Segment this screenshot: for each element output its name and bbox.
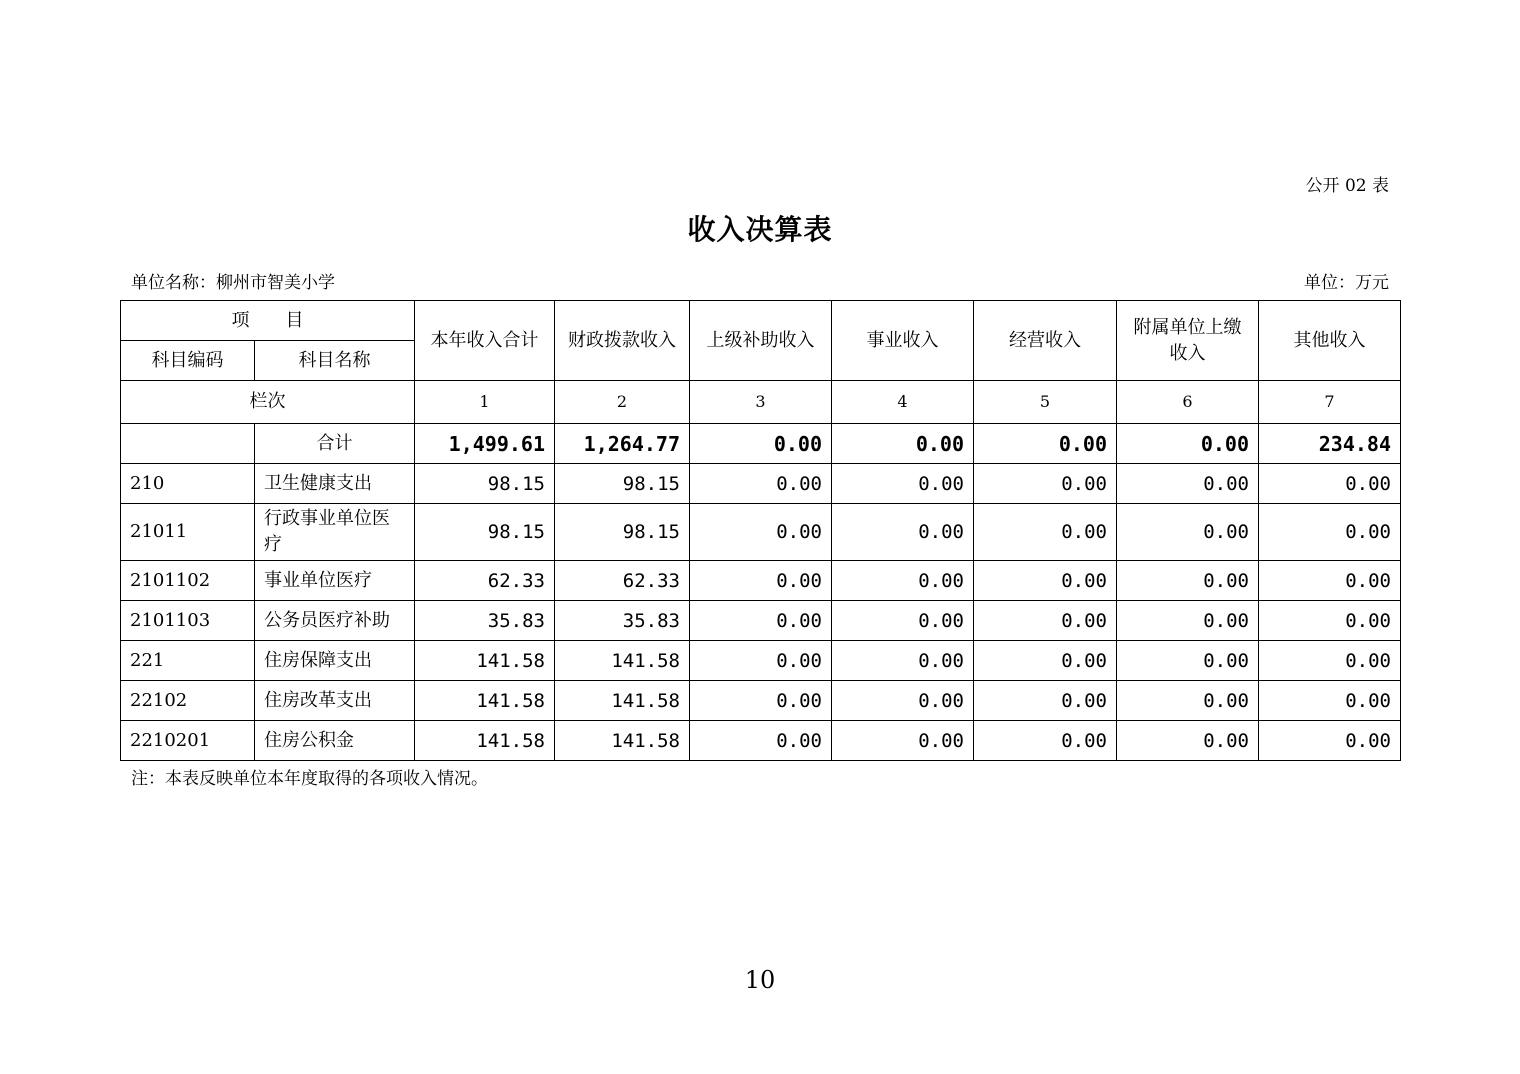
- column-number: 5: [974, 381, 1117, 424]
- value-cell: 0.00: [1259, 561, 1401, 601]
- total-value: 1,264.77: [555, 424, 690, 464]
- value-cell: 0.00: [690, 641, 832, 681]
- value-cell: 0.00: [832, 681, 974, 721]
- column-number-label: 栏次: [121, 381, 415, 424]
- value-cell: 0.00: [690, 464, 832, 504]
- value-cell: 141.58: [415, 721, 555, 761]
- value-cell: 0.00: [832, 464, 974, 504]
- value-cell: 0.00: [690, 721, 832, 761]
- subject-name: 住房公积金: [255, 721, 415, 761]
- value-cell: 0.00: [690, 504, 832, 561]
- value-cell: 0.00: [974, 561, 1117, 601]
- value-cell: 0.00: [974, 641, 1117, 681]
- value-cell: 62.33: [555, 561, 690, 601]
- total-value: 1,499.61: [415, 424, 555, 464]
- value-cell: 0.00: [974, 464, 1117, 504]
- value-cell: 0.00: [832, 601, 974, 641]
- subject-name: 住房保障支出: [255, 641, 415, 681]
- value-cell: 141.58: [555, 681, 690, 721]
- subject-name: 住房改革支出: [255, 681, 415, 721]
- total-code-cell: [121, 424, 255, 464]
- col-header: 本年收入合计: [415, 301, 555, 381]
- value-cell: 0.00: [1259, 504, 1401, 561]
- value-cell: 98.15: [555, 464, 690, 504]
- total-label: 合计: [255, 424, 415, 464]
- name-header: 科目名称: [255, 341, 415, 381]
- total-value: 0.00: [832, 424, 974, 464]
- header-row-1: [121, 301, 1401, 341]
- value-cell: 0.00: [974, 504, 1117, 561]
- value-cell: 0.00: [1117, 641, 1259, 681]
- column-number-row: [121, 381, 1401, 424]
- value-cell: 0.00: [832, 504, 974, 561]
- column-number: 2: [555, 381, 690, 424]
- value-cell: 0.00: [690, 681, 832, 721]
- value-cell: 0.00: [690, 561, 832, 601]
- value-cell: 0.00: [974, 601, 1117, 641]
- table-row: [121, 464, 1401, 504]
- subject-name: 卫生健康支出: [255, 464, 415, 504]
- total-value: 0.00: [974, 424, 1117, 464]
- value-cell: 98.15: [415, 464, 555, 504]
- col-header: 经营收入: [974, 301, 1117, 381]
- subject-code: 2101102: [121, 561, 255, 601]
- value-cell: 98.15: [555, 504, 690, 561]
- value-cell: 98.15: [415, 504, 555, 561]
- value-cell: 141.58: [415, 681, 555, 721]
- value-cell: 0.00: [832, 561, 974, 601]
- total-value: 234.84: [1259, 424, 1401, 464]
- table-row: [121, 721, 1401, 761]
- table-row: [121, 561, 1401, 601]
- table-row: [121, 504, 1401, 561]
- code-header: 科目编码: [121, 341, 255, 381]
- page-number: 10: [744, 966, 776, 994]
- value-cell: 0.00: [1259, 601, 1401, 641]
- value-cell: 0.00: [974, 681, 1117, 721]
- subject-code: 21011: [121, 504, 255, 561]
- col-header: 其他收入: [1259, 301, 1401, 381]
- subject-code: 2210201: [121, 721, 255, 761]
- column-number: 7: [1259, 381, 1401, 424]
- table-row: [121, 601, 1401, 641]
- value-cell: 0.00: [1117, 681, 1259, 721]
- value-cell: 141.58: [415, 641, 555, 681]
- subject-code: 221: [121, 641, 255, 681]
- unit-name: 单位名称：柳州市智美小学: [131, 273, 335, 293]
- value-cell: 141.58: [555, 721, 690, 761]
- value-cell: 0.00: [1259, 464, 1401, 504]
- value-cell: 0.00: [974, 721, 1117, 761]
- table-row: [121, 641, 1401, 681]
- value-cell: 35.83: [415, 601, 555, 641]
- page-title: 收入决算表: [687, 213, 833, 246]
- column-number: 4: [832, 381, 974, 424]
- col-header: 财政拨款收入: [555, 301, 690, 381]
- value-cell: 35.83: [555, 601, 690, 641]
- value-cell: 0.00: [1117, 464, 1259, 504]
- column-number: 1: [415, 381, 555, 424]
- item-header: 项 目: [121, 301, 415, 341]
- value-cell: 0.00: [1117, 721, 1259, 761]
- value-cell: 0.00: [1117, 504, 1259, 561]
- value-cell: 0.00: [690, 601, 832, 641]
- col-header: 附属单位上缴收入: [1117, 301, 1259, 381]
- total-value: 0.00: [1117, 424, 1259, 464]
- value-cell: 0.00: [832, 721, 974, 761]
- subject-code: 2101103: [121, 601, 255, 641]
- value-cell: 0.00: [1259, 681, 1401, 721]
- table-note: 注：本表反映单位本年度取得的各项收入情况。: [131, 769, 488, 789]
- value-cell: 0.00: [1117, 601, 1259, 641]
- table-row: [121, 681, 1401, 721]
- income-table: [120, 300, 1401, 761]
- value-cell: 141.58: [555, 641, 690, 681]
- col-header: 事业收入: [832, 301, 974, 381]
- total-row: [121, 424, 1401, 464]
- value-cell: 0.00: [1117, 561, 1259, 601]
- column-number: 6: [1117, 381, 1259, 424]
- subject-code: 210: [121, 464, 255, 504]
- currency-unit: 单位：万元: [1304, 273, 1389, 293]
- column-number: 3: [690, 381, 832, 424]
- subject-name: 公务员医疗补助: [255, 601, 415, 641]
- total-value: 0.00: [690, 424, 832, 464]
- value-cell: 0.00: [1259, 721, 1401, 761]
- col-header: 上级补助收入: [690, 301, 832, 381]
- value-cell: 62.33: [415, 561, 555, 601]
- subject-name: 事业单位医疗: [255, 561, 415, 601]
- value-cell: 0.00: [832, 641, 974, 681]
- subject-code: 22102: [121, 681, 255, 721]
- subject-name: 行政事业单位医疗: [255, 504, 415, 561]
- form-number: 公开 02 表: [1305, 176, 1389, 196]
- value-cell: 0.00: [1259, 641, 1401, 681]
